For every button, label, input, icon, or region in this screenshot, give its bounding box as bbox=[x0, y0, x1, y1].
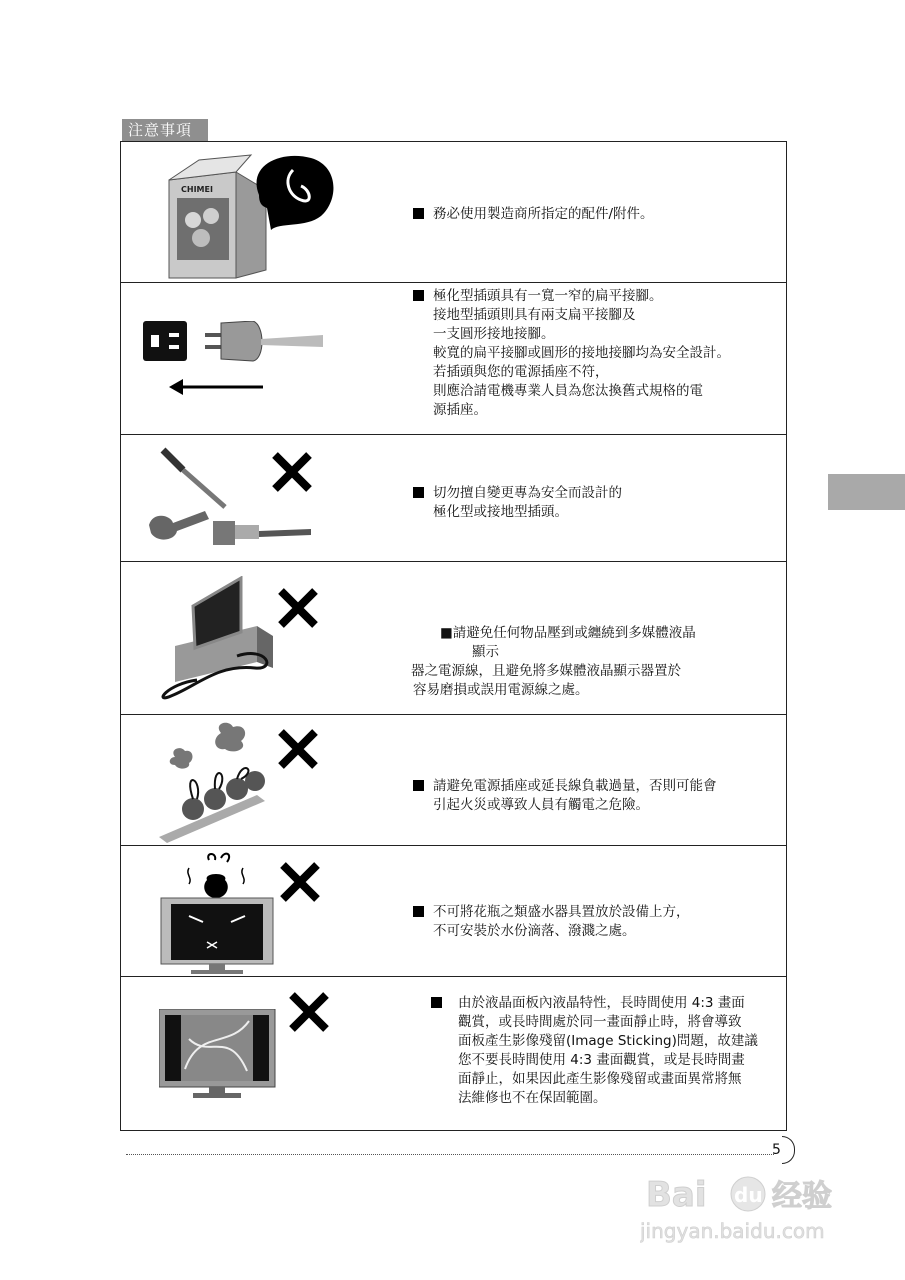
footer-dotted-line bbox=[126, 1154, 774, 1155]
notice-row-water bbox=[121, 846, 786, 977]
notice-row-accessories bbox=[121, 142, 786, 283]
notice-text: 不可將花瓶之類盛水器具置放於設備上方， 不可安裝於水份滴落、潑濺之處。 bbox=[413, 903, 690, 941]
baidu-watermark-logo bbox=[640, 1168, 860, 1248]
bullet-icon bbox=[431, 997, 442, 1008]
notice-text: 極化型插頭具有一寬一窄的扁平接腳。 接地型插頭則具有兩支扁平接腳及 一支圓形接地接腳。 較寬的扁平接腳或圓形的接地接腳均為安全設計。 若插頭與您的電源插座不符， 則應洽請電機專業人員為您汰換舊式規格的電 源插座。 bbox=[413, 287, 730, 420]
svg-text:du: du bbox=[734, 1183, 763, 1207]
43-image-monitor-illustration bbox=[159, 1009, 279, 1101]
prohibited-x-icon bbox=[271, 451, 313, 493]
notice-text: 由於液晶面板內液晶特性，長時間使用 4:3 畫面 觀賞，或長時間處於同一畫面靜止時，將會導致 面板產生影像殘留(Image Sticking)問題，故建議 您不要長時間使用 4:3 畫面觀賞，或是長時間畫 面靜止，如果因此產生影像殘留或畫面異常將無 法維修也不在保固範圍。 bbox=[431, 994, 758, 1108]
prohibited-x-icon bbox=[277, 587, 319, 629]
notice-text: 務必使用製造商所指定的配件/附件。 bbox=[413, 205, 654, 224]
svg-text:Bai: Bai bbox=[646, 1175, 707, 1215]
notice-row-polarized-plug bbox=[121, 283, 786, 435]
section-title-tab: 注意事項 bbox=[122, 119, 208, 141]
side-index-tab bbox=[828, 474, 905, 510]
bullet-icon bbox=[413, 208, 424, 219]
prohibited-x-icon bbox=[279, 861, 321, 903]
notice-row-image-sticking bbox=[121, 977, 786, 1130]
plug-and-socket-illustration bbox=[143, 321, 323, 397]
bullet-icon bbox=[413, 290, 424, 301]
prohibited-x-icon bbox=[288, 991, 330, 1033]
notice-text: ■請避免任何物品壓到或纏繞到多媒體液晶 顯示 器之電源線，且避免將多媒體液晶顯示器置於 容易磨損或誤用電源線之處。 bbox=[411, 625, 696, 698]
svg-text:经验: 经验 bbox=[772, 1179, 832, 1214]
product-box-illustration bbox=[161, 150, 336, 280]
notice-table bbox=[120, 141, 787, 1131]
notice-text: 切勿擅自變更專為安全而設計的 極化型或接地型插頭。 bbox=[413, 484, 622, 522]
bullet-icon bbox=[413, 906, 424, 917]
bullet-icon bbox=[413, 487, 424, 498]
page-number-bracket bbox=[782, 1136, 795, 1164]
notice-row-overload bbox=[121, 715, 786, 846]
svg-text:CHIMEI: CHIMEI bbox=[181, 185, 213, 194]
notice-row-power-cord bbox=[121, 562, 786, 715]
bullet-icon bbox=[413, 780, 424, 791]
notice-row-do-not-modify-plug bbox=[121, 435, 786, 562]
page-number: 5 bbox=[772, 1142, 781, 1158]
watermark-url: jingyan.baidu.com bbox=[640, 1219, 825, 1243]
notice-text: 請避免電源插座或延長線負載過量，否則可能會 引起火災或導致人員有觸電之危險。 bbox=[413, 777, 717, 815]
prohibited-x-icon bbox=[277, 728, 319, 770]
tools-on-plug-illustration bbox=[143, 445, 343, 555]
